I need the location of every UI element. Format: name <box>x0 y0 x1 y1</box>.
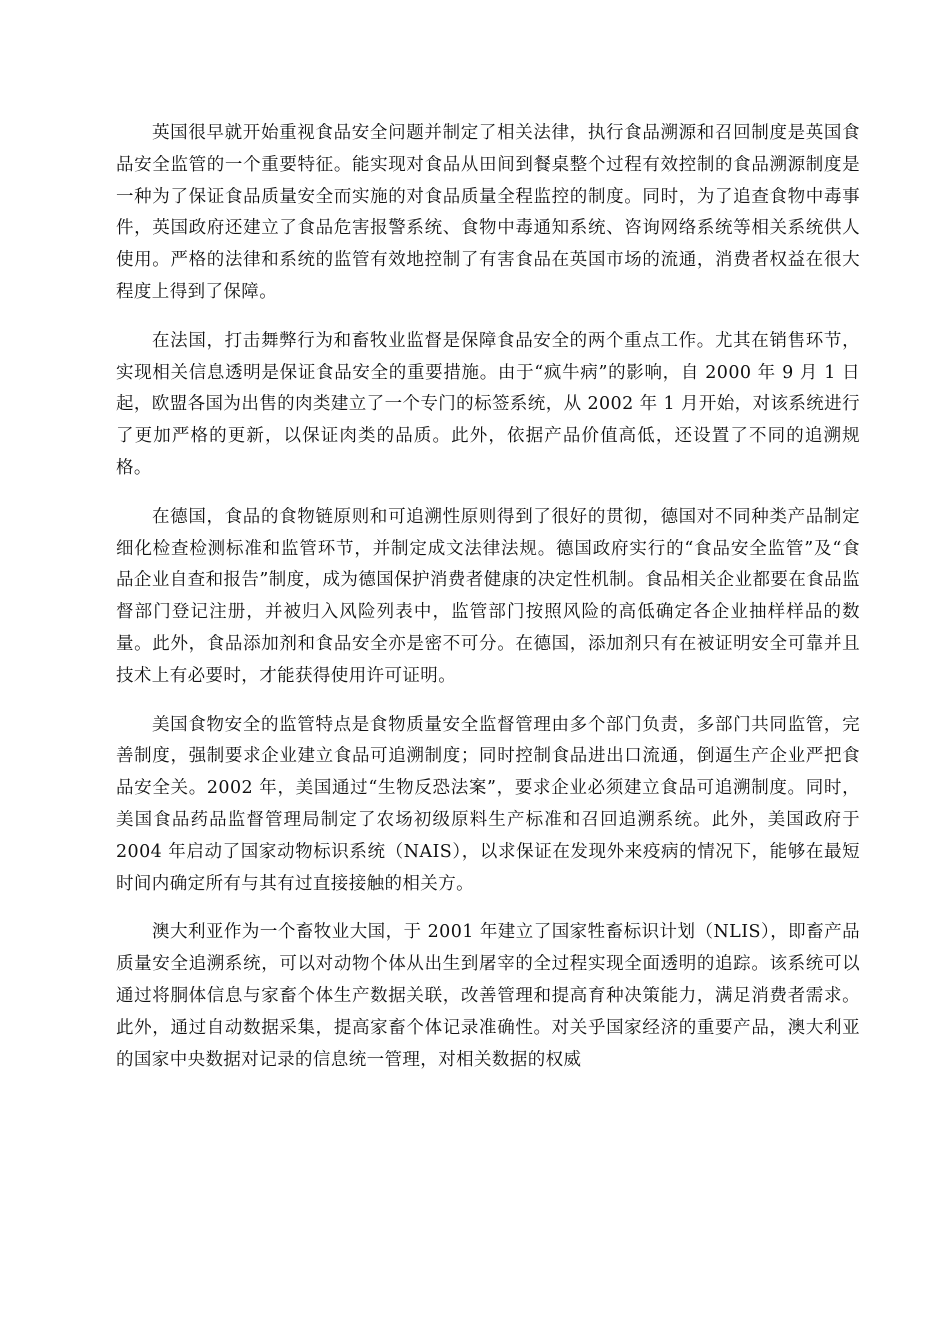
paragraph-germany: 在德国，食品的食物链原则和可追溯性原则得到了很好的贯彻，德国对不同种类产品制定细化检查检测标准和监管环节，并制定成文法律法规。德国政府实行的“食品安全监管”及“食品企业自查和报告”制度，成为德国保护消费者健康的决定性机制。食品相关企业都要在食品监督部门登记注册，并被归入风险列表中，监管部门按照风险的高低确定各企业抽样样品的数量。此外，食品添加剂和食品安全亦是密不可分。在德国，添加剂只有在被证明安全可靠并且技术上有必要时，才能获得使用许可证明。 <box>116 506 860 686</box>
paragraph-usa: 美国食物安全的监管特点是食物质量安全监督管理由多个部门负责，多部门共同监管，完善制度，强制要求企业建立食品可追溯制度；同时控制食品进出口流通，倒逼生产企业严把食品安全关。2002 年，美国通过“生物反恐法案”，要求企业必须建立食品可追溯制度。同时，美国食品药品监督管理局制定了农场初级原料生产标准和召回追溯系统。此外，美国政府于 2004 年启动了国家动物标识系统（NAIS），以求保证在发现外来疫病的情况下，能够在最短时间内确定所有与其有过直接接触的相关方。 <box>116 714 860 894</box>
paragraph-france: 在法国，打击舞弊行为和畜牧业监督是保障食品安全的两个重点工作。尤其在销售环节，实现相关信息透明是保证食品安全的重要措施。由于“疯牛病”的影响，自 2000 年 9 月 1 日起，欧盟各国为出售的肉类建立了一个专门的标签系统，从 2002 年 1 月开始，对该系统进行了更加严格的更新，以保证肉类的品质。此外，依据产品价值高低，还设置了不同的追溯规格。 <box>116 330 860 478</box>
document-page <box>116 118 860 1093</box>
paragraph-australia: 澳大利亚作为一个畜牧业大国，于 2001 年建立了国家牲畜标识计划（NLIS），即畜产品质量安全追溯系统，可以对动物个体从出生到屠宰的全过程实现全面透明的追踪。该系统可以通过将胴体信息与家畜个体生产数据关联，改善管理和提高育种决策能力，满足消费者需求。此外，通过自动数据采集，提高家畜个体记录准确性。对关乎国家经济的重要产品，澳大利亚的国家中央数据对记录的信息统一管理，对相关数据的权威 <box>116 922 860 1070</box>
paragraph-uk: 英国很早就开始重视食品安全问题并制定了相关法律，执行食品溯源和召回制度是英国食品安全监管的一个重要特征。能实现对食品从田间到餐桌整个过程有效控制的食品溯源制度是一种为了保证食品质量安全而实施的对食品质量全程监控的制度。同时，为了追查食物中毒事件，英国政府还建立了食品危害报警系统、食物中毒通知系统、咨询网络系统等相关系统供人使用。严格的法律和系统的监管有效地控制了有害食品在英国市场的流通，消费者权益在很大程度上得到了保障。 <box>116 123 860 302</box>
